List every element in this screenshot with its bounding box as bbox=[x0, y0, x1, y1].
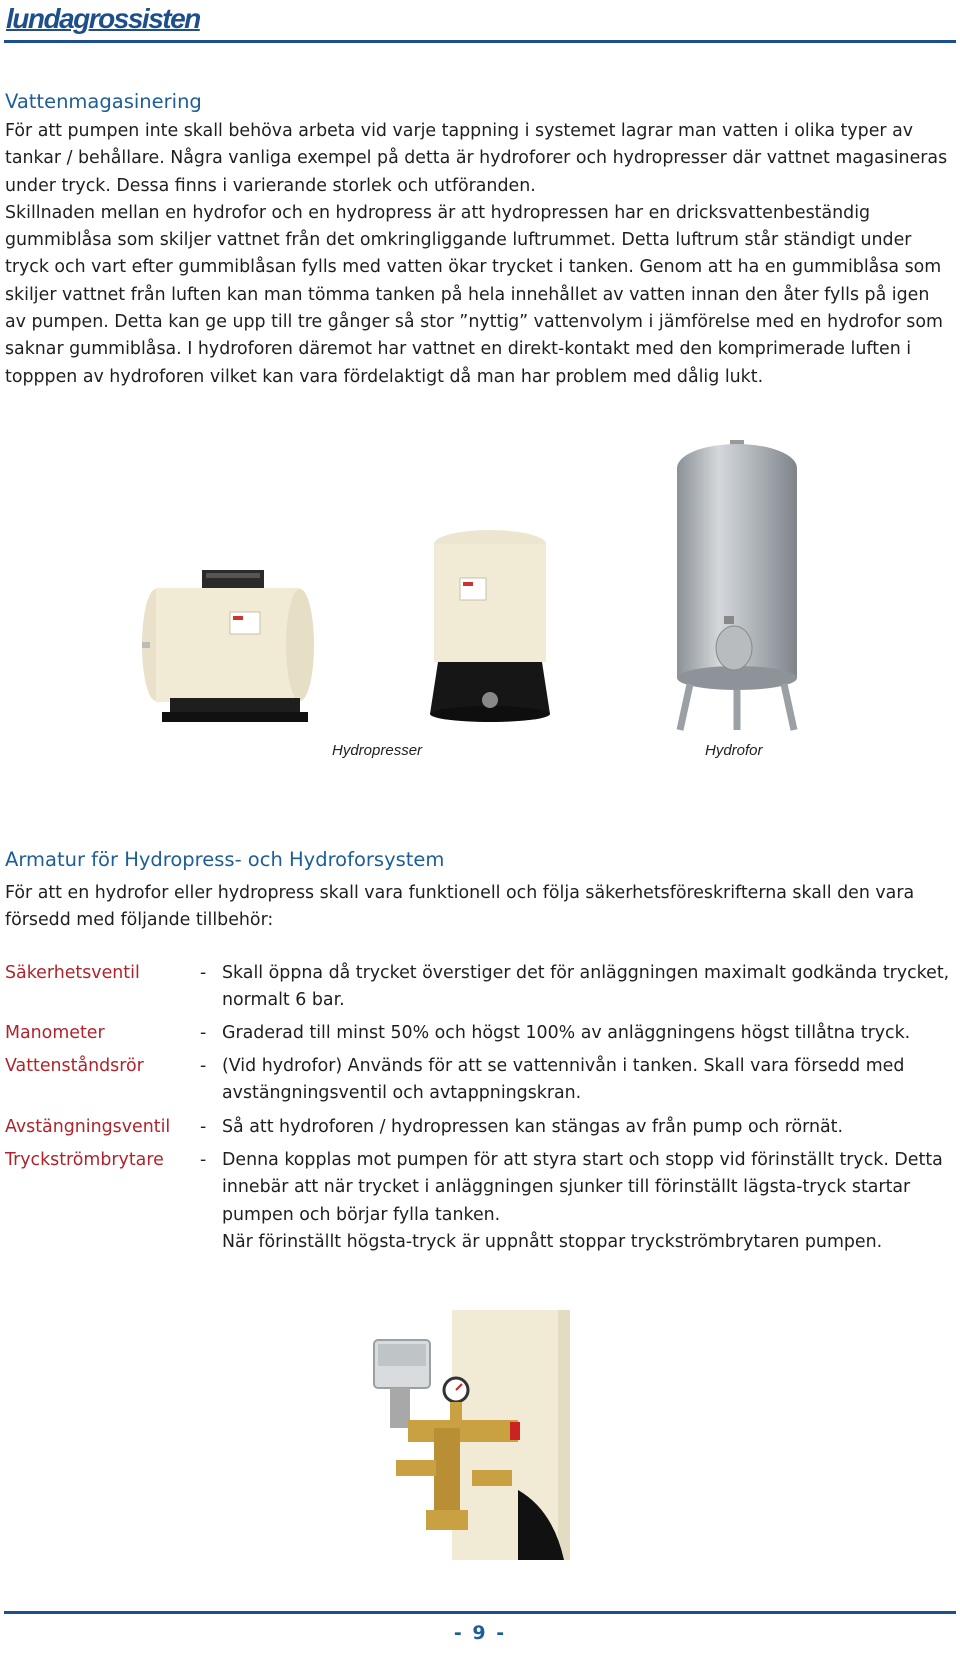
tank-with-fittings-image bbox=[368, 1310, 578, 1560]
section1-paragraph-1: För att pumpen inte skall behöva arbeta vid varje tappning i systemet lagrar man vatten i olika typer av tankar / behållare. Några vanliga exempel på detta är hydroforer och hydropresser där vattnet magasineras under tryck. Dessa finns i varierande storlek och utföranden. bbox=[5, 121, 948, 196]
term-description-line: Denna kopplas mot pumpen för att styra start och stopp vid förinställt tryck. Detta innebär att när trycket i anläggningen sjunker till förinställt lägsta-tryck startar pumpen och börjar fylla tanken. bbox=[222, 1150, 943, 1225]
list-dash: - bbox=[200, 1150, 207, 1170]
tank-images bbox=[0, 440, 960, 770]
term-manometer: Manometer bbox=[5, 1023, 105, 1043]
section1-body bbox=[5, 118, 955, 391]
vertical-hydropress-image bbox=[428, 528, 552, 728]
section1-paragraph-2: Skillnaden mellan en hydrofor och en hydropress är att hydropressen har en dricksvattenbeständig gummiblåsa som skiljer vattnet från det omkringliggande luftrummet. Detta luftrum står ständigt under tryck och vart efter gummiblåsan fylls med vatten ökar trycket i tanken. Genom att ha en gummiblåsa som skiljer vattnet från luften kan man tömma tanken på hela innehållet av vatten innan den åter fylls på igen av pumpen. Detta kan ge upp till tre gånger så stor ”nyttig” vattenvolym i jämförelse med en hydrofor som saknar gummiblåsa. I hydroforen däremot har vattnet en direkt-kontakt med den komprimerade luften i topppen av hydroforen vilket kan vara fördelaktigt då man har problem med dålig lukt. bbox=[5, 202, 943, 387]
company-logo: lundagrossisten bbox=[6, 3, 200, 34]
list-dash: - bbox=[200, 1056, 207, 1076]
term-description bbox=[222, 1147, 957, 1256]
term-description: Så att hydroforen / hydropressen kan stängas av från pump och rörnät. bbox=[222, 1117, 843, 1137]
term-tryckstrombrytare: Tryckströmbrytare bbox=[5, 1150, 164, 1170]
page-number: - 9 - bbox=[453, 1622, 507, 1644]
caption-hydropresser: Hydropresser bbox=[332, 742, 423, 759]
term-description: Skall öppna då trycket överstiger det för anläggningen maximalt godkända trycket, normalt 6 bar. bbox=[222, 963, 950, 1011]
term-vattenstandsror: Vattenståndsrör bbox=[5, 1056, 144, 1076]
horizontal-hydropress-image bbox=[140, 570, 320, 730]
term-avstangningsventil: Avstängningsventil bbox=[5, 1117, 171, 1137]
section2-intro: För att en hydrofor eller hydropress skall vara funktionell och följa säkerhetsföreskrifterna skall den vara försedd med följande tillbehör: bbox=[5, 883, 915, 931]
term-description: Graderad till minst 50% och högst 100% av anläggningens högst tillåtna tryck. bbox=[222, 1023, 911, 1043]
term-sakerhetsventil: Säkerhetsventil bbox=[5, 963, 140, 983]
list-dash: - bbox=[200, 963, 207, 983]
section-heading-armatur: Armatur för Hydropress- och Hydroforsystem bbox=[5, 848, 445, 871]
section-heading-vattenmagasinering: Vattenmagasinering bbox=[5, 90, 202, 113]
term-description: (Vid hydrofor) Används för att se vattennivån i tanken. Skall vara försedd med avstängningsventil och avtappningskran. bbox=[222, 1056, 905, 1104]
list-dash: - bbox=[200, 1117, 207, 1137]
list-dash: - bbox=[200, 1023, 207, 1043]
galvanized-hydrofor-image bbox=[672, 440, 802, 732]
header-divider bbox=[4, 40, 956, 43]
footer-divider bbox=[4, 1611, 956, 1614]
caption-hydrofor: Hydrofor bbox=[705, 742, 763, 759]
term-description-line: När förinställt högsta-tryck är uppnått stoppar tryckströmbrytaren pumpen. bbox=[222, 1231, 883, 1252]
